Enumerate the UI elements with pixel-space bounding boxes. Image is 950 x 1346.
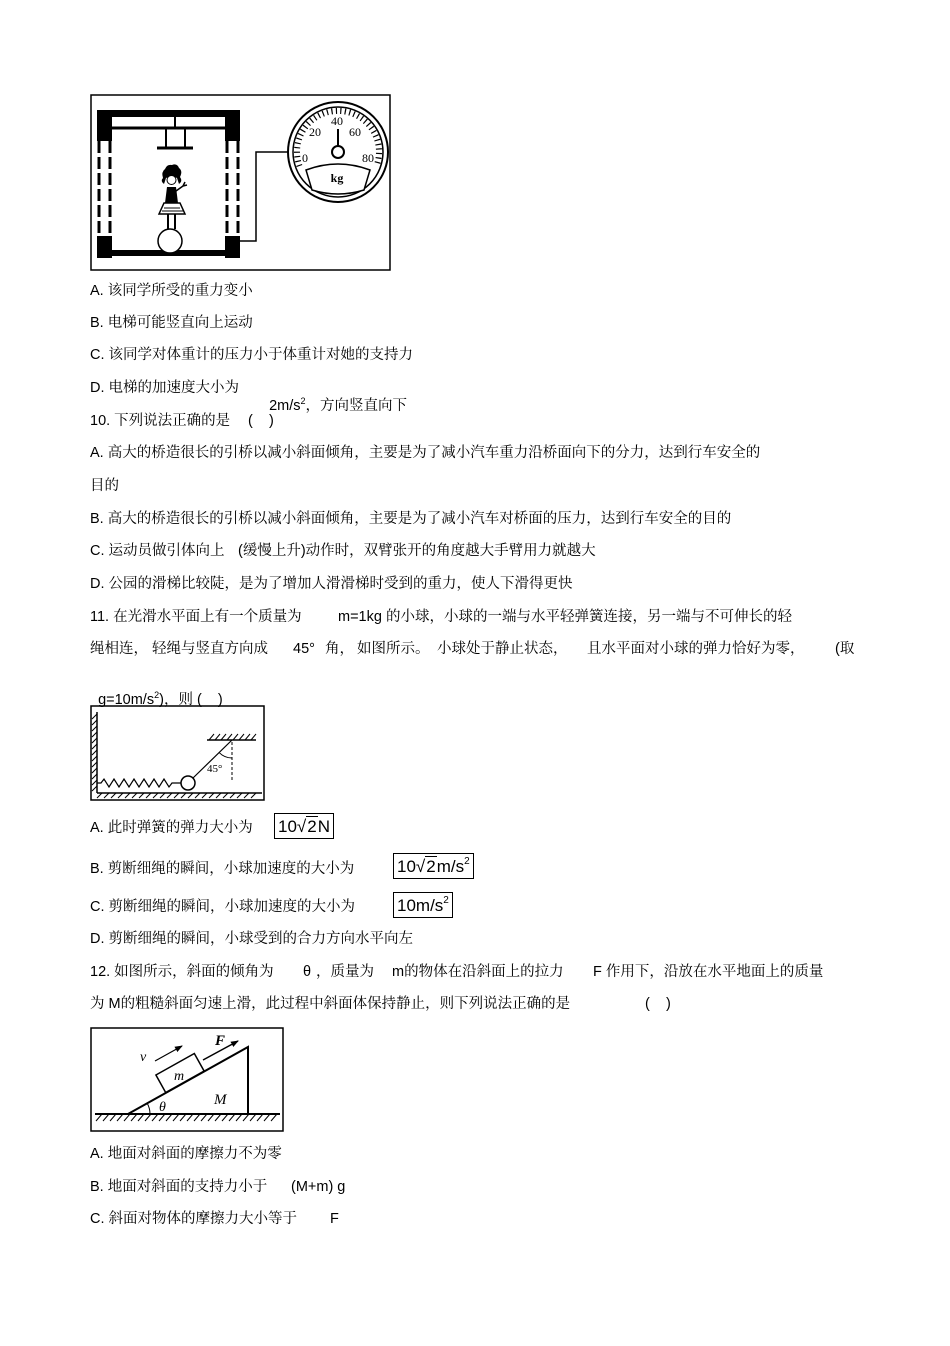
q11-option-c: C. 剪断细绳的瞬间，小球加速度的大小为 bbox=[90, 899, 356, 915]
q11-stem bbox=[90, 673, 223, 708]
unit: N bbox=[317, 817, 331, 836]
radical-sign: √ bbox=[415, 857, 426, 876]
q12-stem: m的物体在沿斜面上的拉力 bbox=[392, 964, 564, 980]
exponent: 2 bbox=[300, 396, 306, 406]
q12-stem: F 作用下，沿放在水平地面上的质量 bbox=[593, 964, 824, 980]
elevator-corner-block bbox=[225, 236, 240, 258]
elevator-corner-block bbox=[225, 117, 240, 141]
q12-stem: ，质量为 bbox=[316, 964, 374, 980]
elevator-scale-figure bbox=[90, 94, 391, 271]
q11-stem: 如图所示。 bbox=[357, 641, 430, 657]
q9-option-b: B. 电梯可能竖直向上运动 bbox=[90, 315, 253, 331]
q11-stem: m=1kg 的小球，小球的一端与水平轻弹簧连接，另一端与不可伸长的轻 bbox=[338, 609, 792, 625]
q10-option-a-continued: 目的 bbox=[90, 478, 119, 494]
q12-option-a: A. 地面对斜面的摩擦力不为零 bbox=[90, 1146, 282, 1162]
angle-arc bbox=[147, 1103, 150, 1114]
bathroom-scale bbox=[158, 229, 182, 253]
ball bbox=[181, 776, 195, 790]
dial-tick-label: 0 bbox=[302, 151, 308, 165]
q11-stem: (取 bbox=[835, 641, 855, 657]
q12-stem: 12. 如图所示，斜面的倾角为 bbox=[90, 964, 274, 980]
radicand: 2 bbox=[307, 817, 317, 836]
q10-option-a: A. 高大的桥造很长的引桥以减小斜面倾角，主要是为了减小汽车重力沿桥面向下的分力，达到行车安全的 bbox=[90, 445, 761, 461]
spring bbox=[97, 779, 181, 787]
q11-option-a-answer-box bbox=[274, 813, 334, 839]
velocity-label: v bbox=[140, 1050, 147, 1065]
option-tail: ，方向竖直向下 bbox=[305, 398, 407, 414]
elevator-corner-block bbox=[97, 117, 112, 141]
q10-stem: 10. 下列说法正确的是 bbox=[90, 413, 231, 429]
q12-option-b-tail: (M+m) g bbox=[291, 1179, 346, 1195]
q12-stem: θ bbox=[303, 964, 312, 980]
q11-option-a: A. 此时弹簧的弹力大小为 bbox=[90, 820, 253, 836]
q12-stem: 为 M的粗糙斜面匀速上滑，此过程中斜面体保持静止，则下列说法正确的是 bbox=[90, 996, 571, 1012]
figure-border bbox=[91, 706, 264, 800]
student-body bbox=[165, 187, 178, 203]
q12-answer-bracket: ( ) bbox=[645, 996, 671, 1012]
radical-sign: √ bbox=[296, 817, 307, 836]
angle-label: θ bbox=[159, 1100, 166, 1115]
dial-pivot bbox=[332, 146, 344, 158]
spring-ball-figure bbox=[90, 705, 265, 801]
dial-tick-label: 20 bbox=[309, 125, 321, 139]
q11-stem: 轻绳与竖直方向成 bbox=[152, 641, 268, 657]
elevator-hanger bbox=[166, 117, 185, 147]
dial-tick-label: 80 bbox=[362, 151, 374, 165]
incline-block-figure bbox=[90, 1027, 284, 1133]
q9-option-a: A. 该同学所受的重力变小 bbox=[90, 283, 253, 299]
q12-option-c-tail: F bbox=[330, 1211, 339, 1227]
q9-option-d: D. 电梯的加速度大小为 bbox=[90, 380, 240, 396]
block-label: m bbox=[173, 1069, 185, 1084]
radicand: 2 bbox=[426, 857, 436, 876]
q11-option-b-answer-box bbox=[393, 853, 474, 879]
q11-stem: 45° bbox=[293, 641, 315, 657]
angle-arc bbox=[219, 753, 232, 758]
stem-tail: )，则 ( ) bbox=[159, 692, 223, 708]
q11-stem: 角， bbox=[325, 641, 354, 657]
student-arm bbox=[176, 182, 187, 191]
elevator-top-beam bbox=[97, 110, 240, 117]
q10-option-d: D. 公园的滑梯比较陡，是为了增加人滑滑梯时受到的重力，使人下滑得更快 bbox=[90, 576, 573, 592]
exponent: 2 bbox=[443, 895, 449, 906]
coefficient: 10 bbox=[278, 817, 297, 836]
q11-option-d: D. 剪断细绳的瞬间，小球受到的合力方向水平向左 bbox=[90, 931, 414, 947]
exponent: 2 bbox=[464, 856, 470, 867]
unit: m/s bbox=[436, 857, 465, 876]
q11-option-c-answer-box bbox=[393, 892, 453, 918]
dial-tick-label: 60 bbox=[349, 125, 361, 139]
exponent: 2 bbox=[154, 690, 160, 700]
force-label: F bbox=[215, 1033, 226, 1049]
q11-stem: 小球处于静止状态， bbox=[437, 641, 568, 657]
q11-option-b: B. 剪断细绳的瞬间，小球加速度的大小为 bbox=[90, 861, 355, 877]
student-face bbox=[167, 176, 176, 185]
ceiling-hatching bbox=[209, 734, 256, 740]
q11-stem: 绳相连， bbox=[90, 641, 148, 657]
acceleration-value: 10m/s bbox=[397, 896, 444, 915]
coefficient: 10 bbox=[397, 857, 416, 876]
q10-option-c-tail: (缓慢上升)动作时，双臂张开的角度越大手臂用力就越大 bbox=[238, 543, 596, 559]
q12-option-b: B. 地面对斜面的支持力小于 bbox=[90, 1179, 268, 1195]
angle-label: 45° bbox=[207, 763, 223, 775]
q9-option-c: C. 该同学对体重计的压力小于体重计对她的支持力 bbox=[90, 347, 414, 363]
dial-tick-label: 40 bbox=[331, 114, 343, 128]
velocity-arrow bbox=[155, 1046, 182, 1061]
scale-dial bbox=[288, 102, 388, 202]
incline-label: M bbox=[214, 1092, 227, 1108]
student-figure bbox=[158, 164, 187, 253]
gravity-value: g=10m/s bbox=[98, 692, 155, 708]
q11-stem: 11. 在光滑水平面上有一个质量为 bbox=[90, 609, 302, 625]
q10-option-c: C. 运动员做引体向上 bbox=[90, 543, 225, 559]
q12-option-c: C. 斜面对物体的摩擦力大小等于 bbox=[90, 1211, 298, 1227]
elevator-corner-block bbox=[97, 236, 112, 258]
scale-wire bbox=[240, 152, 289, 241]
q11-stem: 且水平面对小球的弹力恰好为零， bbox=[587, 641, 805, 657]
q10-answer-bracket: ( ) bbox=[248, 413, 274, 429]
q10-option-b: B. 高大的桥造很长的引桥以减小斜面倾角，主要是为了减小汽车对桥面的压力，达到行车安全的目的 bbox=[90, 511, 732, 527]
q9-option-d-value bbox=[261, 379, 407, 414]
student-legs bbox=[168, 214, 175, 229]
ground-hatching bbox=[96, 1114, 277, 1121]
dial-unit-label: kg bbox=[330, 171, 344, 185]
acceleration-value: 2m/s bbox=[269, 398, 301, 414]
